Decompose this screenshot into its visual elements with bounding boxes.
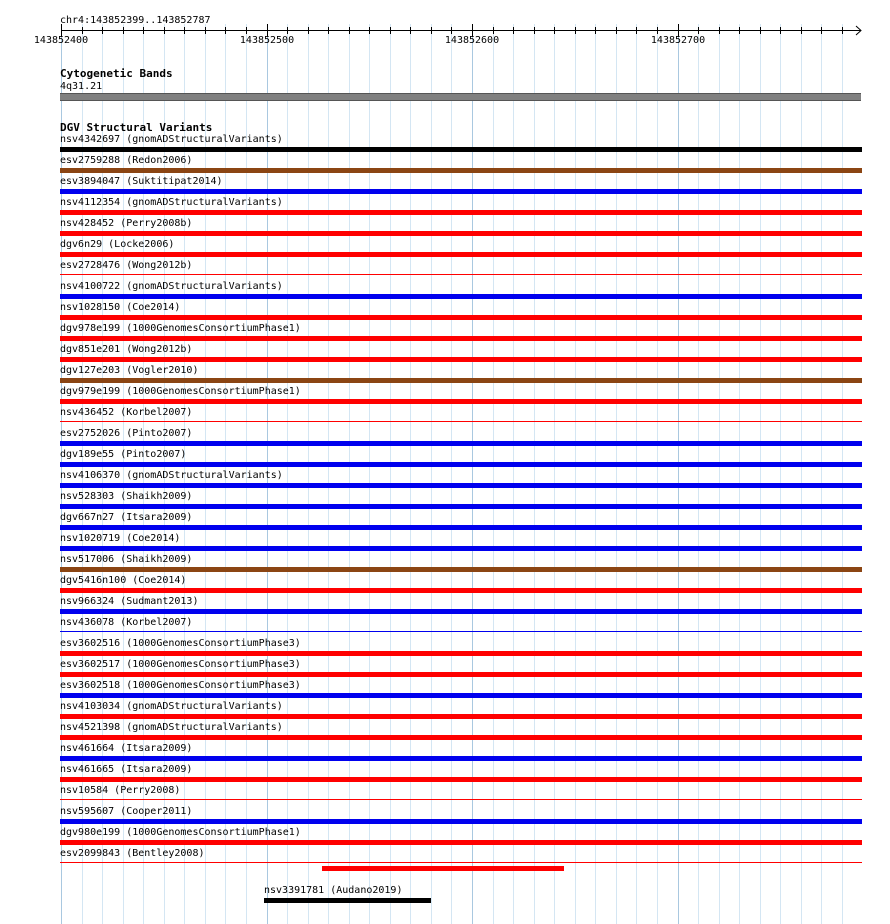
feature-label[interactable]: dgv667n27 (Itsara2009): [60, 512, 193, 523]
cytoband-bar[interactable]: [60, 93, 861, 101]
feature-bar[interactable]: [60, 421, 862, 422]
feature-label[interactable]: nsv595607 (Cooper2011): [60, 806, 193, 817]
feature-label[interactable]: esv3602516 (1000GenomesConsortiumPhase3): [60, 638, 301, 649]
feature-label[interactable]: nsv4342697 (gnomADStructuralVariants): [60, 134, 283, 145]
feature-label[interactable]: nsv4103034 (gnomADStructuralVariants): [60, 701, 283, 712]
feature-bar[interactable]: [60, 588, 862, 593]
feature-bar[interactable]: [60, 294, 862, 299]
coordinate-ruler: [0, 0, 890, 60]
feature-bar[interactable]: [60, 546, 862, 551]
feature-bar[interactable]: [60, 631, 862, 632]
ruler-tick-label: 143852500: [239, 35, 295, 46]
feature-bar[interactable]: [60, 483, 862, 488]
feature-label[interactable]: dgv851e201 (Wong2012b): [60, 344, 193, 355]
feature-label[interactable]: nsv3391781 (Audano2019): [264, 885, 403, 896]
region-label: chr4:143852399..143852787: [60, 15, 211, 26]
ruler-tick-label: 143852400: [33, 35, 89, 46]
cytoband-track-title[interactable]: Cytogenetic Bands: [60, 67, 173, 80]
feature-label[interactable]: esv2728476 (Wong2012b): [60, 260, 193, 271]
feature-bar[interactable]: [60, 441, 862, 446]
feature-bar[interactable]: [60, 274, 862, 275]
feature-bar[interactable]: [264, 898, 431, 903]
feature-bar[interactable]: [60, 777, 862, 782]
feature-bar[interactable]: [60, 819, 862, 824]
feature-bar[interactable]: [60, 210, 862, 215]
feature-bar[interactable]: [60, 462, 862, 467]
feature-label[interactable]: esv2752026 (Pinto2007): [60, 428, 193, 439]
feature-label[interactable]: nsv1028150 (Coe2014): [60, 302, 181, 313]
feature-bar[interactable]: [60, 525, 862, 530]
feature-bar[interactable]: [60, 672, 862, 677]
feature-label[interactable]: nsv436452 (Korbel2007): [60, 407, 193, 418]
feature-bar[interactable]: [60, 189, 862, 194]
feature-label[interactable]: nsv4521398 (gnomADStructuralVariants): [60, 722, 283, 733]
feature-bar[interactable]: [60, 336, 862, 341]
feature-label[interactable]: dgv980e199 (1000GenomesConsortiumPhase1): [60, 827, 301, 838]
feature-label[interactable]: dgv6n29 (Locke2006): [60, 239, 175, 250]
feature-bar[interactable]: [60, 168, 862, 173]
ruler-tick-label: 143852600: [444, 35, 500, 46]
feature-bar[interactable]: [60, 609, 862, 614]
feature-label[interactable]: dgv978e199 (1000GenomesConsortiumPhase1): [60, 323, 301, 334]
feature-label[interactable]: nsv966324 (Sudmant2013): [60, 596, 199, 607]
feature-label[interactable]: esv3602517 (1000GenomesConsortiumPhase3): [60, 659, 301, 670]
feature-label[interactable]: nsv4100722 (gnomADStructuralVariants): [60, 281, 283, 292]
feature-label[interactable]: dgv979e199 (1000GenomesConsortiumPhase1): [60, 386, 301, 397]
feature-bar[interactable]: [60, 862, 862, 863]
feature-label[interactable]: nsv461664 (Itsara2009): [60, 743, 193, 754]
feature-bar[interactable]: [60, 693, 862, 698]
feature-bar[interactable]: [60, 315, 862, 320]
feature-bar[interactable]: [60, 357, 862, 362]
dgv-track-title[interactable]: DGV Structural Variants: [60, 121, 213, 134]
feature-bar[interactable]: [60, 231, 862, 236]
feature-bar[interactable]: [60, 714, 862, 719]
feature-label[interactable]: nsv528303 (Shaikh2009): [60, 491, 193, 502]
feature-label[interactable]: esv2759288 (Redon2006): [60, 155, 193, 166]
feature-bar[interactable]: [60, 252, 862, 257]
feature-label[interactable]: esv3602518 (1000GenomesConsortiumPhase3): [60, 680, 301, 691]
feature-label[interactable]: nsv4106370 (gnomADStructuralVariants): [60, 470, 283, 481]
feature-bar[interactable]: [322, 866, 564, 871]
feature-label[interactable]: dgv5416n100 (Coe2014): [60, 575, 187, 586]
feature-bar[interactable]: [60, 840, 862, 845]
feature-bar[interactable]: [60, 147, 862, 152]
cytoband-label: 4q31.21: [60, 81, 103, 92]
feature-label[interactable]: nsv10584 (Perry2008): [60, 785, 181, 796]
feature-bar[interactable]: [60, 799, 862, 800]
feature-label[interactable]: nsv4112354 (gnomADStructuralVariants): [60, 197, 283, 208]
feature-label[interactable]: esv2099843 (Bentley2008): [60, 848, 205, 859]
feature-bar[interactable]: [60, 651, 862, 656]
feature-label[interactable]: nsv1020719 (Coe2014): [60, 533, 181, 544]
feature-label[interactable]: dgv127e203 (Vogler2010): [60, 365, 199, 376]
feature-bar[interactable]: [60, 378, 862, 383]
feature-bar[interactable]: [60, 399, 862, 404]
ruler-tick-label: 143852700: [650, 35, 706, 46]
feature-bar[interactable]: [60, 756, 862, 761]
feature-bar[interactable]: [60, 504, 862, 509]
feature-label[interactable]: nsv436078 (Korbel2007): [60, 617, 193, 628]
feature-label[interactable]: esv3894047 (Suktitipat2014): [60, 176, 223, 187]
feature-bar[interactable]: [60, 567, 862, 572]
feature-label[interactable]: nsv517006 (Shaikh2009): [60, 554, 193, 565]
feature-bar[interactable]: [60, 735, 862, 740]
feature-label[interactable]: nsv428452 (Perry2008b): [60, 218, 193, 229]
feature-label[interactable]: nsv461665 (Itsara2009): [60, 764, 193, 775]
feature-label[interactable]: dgv189e55 (Pinto2007): [60, 449, 187, 460]
